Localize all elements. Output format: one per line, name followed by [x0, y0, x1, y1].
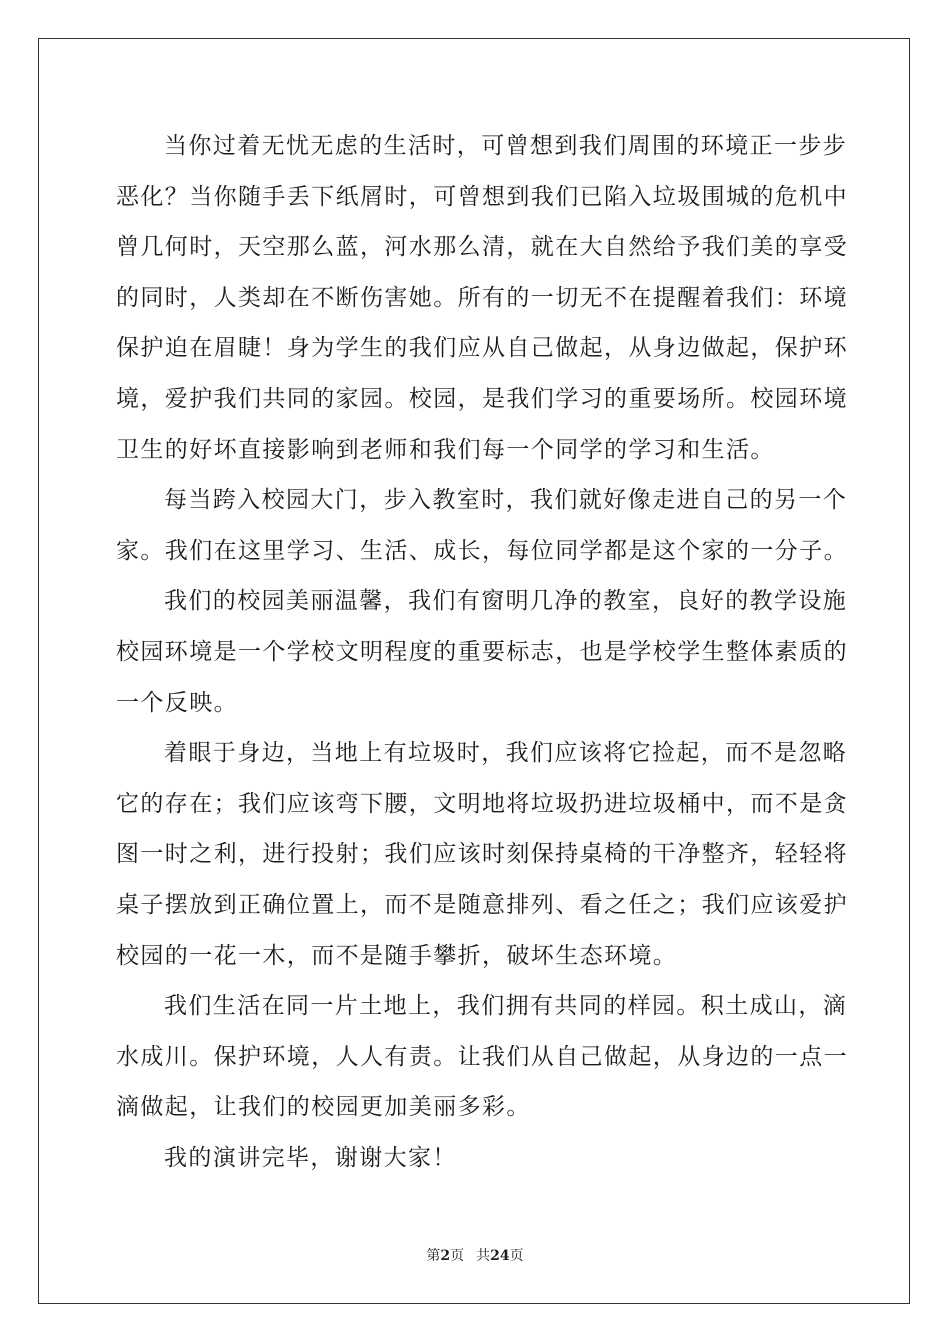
- text-line: 它的存在；我们应该弯下腰，文明地将垃圾扔进垃圾桶中，而不是贪: [116, 790, 848, 817]
- paragraph-2: [116, 475, 848, 576]
- text-line: 滴做起，让我们的校园更加美丽多彩。: [116, 1094, 531, 1121]
- paragraph-1: [116, 121, 848, 475]
- text-line: 一个反映。: [116, 689, 238, 716]
- paragraph-6: [116, 1133, 836, 1184]
- text-line: 图一时之利，进行投射；我们应该时刻保持桌椅的干净整齐，轻轻将: [116, 841, 848, 868]
- text-line: 每当跨入校园大门，步入教室时，我们就好像走进自己的另一个: [164, 487, 848, 514]
- text-line: 恶化？当你随手丢下纸屑时，可曾想到我们已陷入垃圾围城的危机中: [116, 183, 848, 210]
- total-pages: 24: [490, 1248, 510, 1264]
- page-suffix: 页: [450, 1248, 465, 1264]
- text-line: 境，爱护我们共同的家园。校园，是我们学习的重要场所。校园环境: [116, 385, 848, 412]
- text-line: 我的演讲完毕，谢谢大家！: [164, 1144, 457, 1171]
- text-line: 我们生活在同一片土地上，我们拥有共同的样园。积土成山，滴: [164, 993, 848, 1020]
- page-number: 2: [440, 1248, 451, 1264]
- total-suffix: 页: [509, 1248, 524, 1264]
- paragraph-4: [116, 728, 848, 981]
- total-prefix: 共: [476, 1248, 491, 1264]
- text-line: 桌子摆放到正确位置上，而不是随意排列、看之任之；我们应该爱护: [116, 891, 848, 918]
- text-line: 校园的一花一木，而不是随手攀折，破坏生态环境。: [116, 942, 678, 969]
- paragraph-3: [116, 576, 848, 728]
- text-line: 我们的校园美丽温馨，我们有窗明几净的教室，良好的教学设施: [164, 588, 848, 615]
- text-line: 着眼于身边，当地上有垃圾时，我们应该将它捡起，而不是忽略: [164, 740, 848, 767]
- page-footer: [0, 1245, 950, 1265]
- text-line: 水成川。保护环境，人人有责。让我们从自己做起，从身边的一点一: [116, 1043, 848, 1070]
- page-prefix: 第: [426, 1248, 441, 1264]
- document-body: [116, 121, 848, 1183]
- paragraph-5: [116, 981, 848, 1133]
- text-line: 曾几何时，天空那么蓝，河水那么清，就在大自然给予我们美的享受: [116, 234, 848, 261]
- text-line: 当你过着无忧无虑的生活时，可曾想到我们周围的环境正一步步: [164, 133, 848, 159]
- text-line: 卫生的好坏直接影响到老师和我们每一个同学的学习和生活。: [116, 436, 775, 463]
- text-line: 的同时，人类却在不断伤害她。所有的一切无不在提醒着我们：环境: [116, 284, 848, 311]
- text-line: 保护迫在眉睫！身为学生的我们应从自己做起，从身边做起，保护环: [116, 335, 848, 362]
- text-line: 家。我们在这里学习、生活、成长，每位同学都是这个家的一分子。: [116, 537, 848, 564]
- text-line: 校园环境是一个学校文明程度的重要标志，也是学校学生整体素质的: [116, 638, 848, 665]
